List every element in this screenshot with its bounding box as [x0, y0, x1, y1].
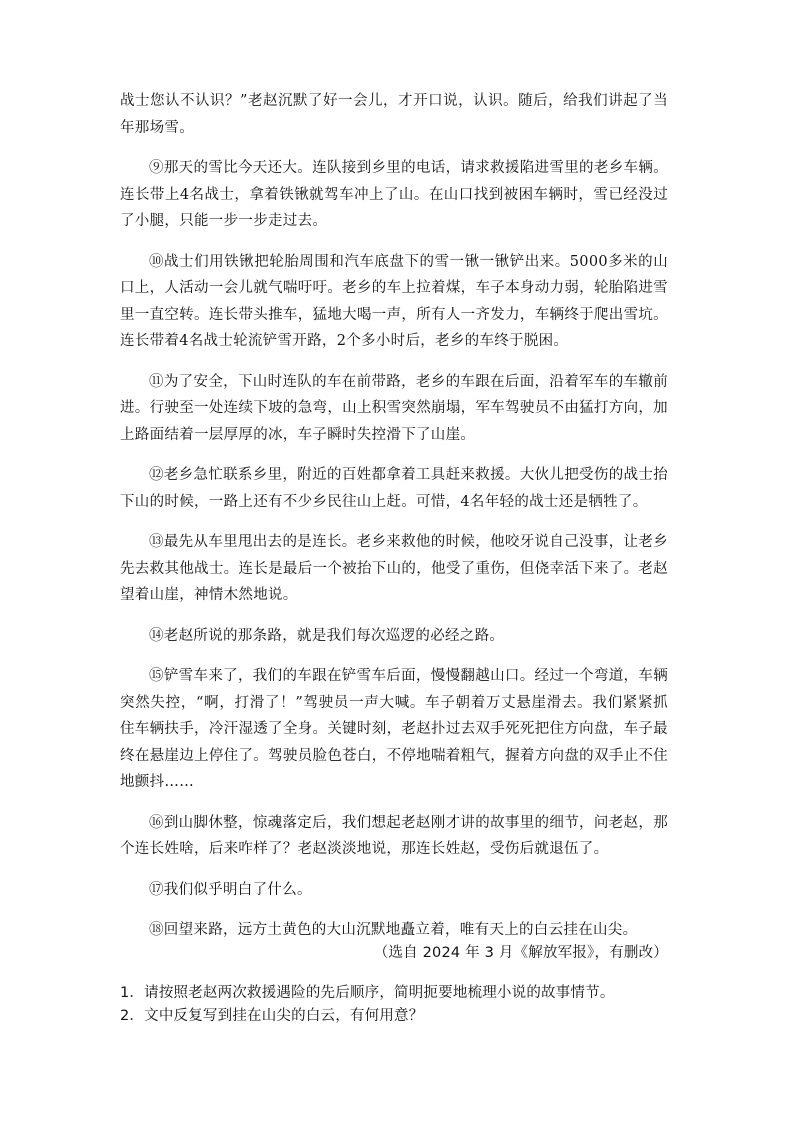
paragraph-12: ⑫老乡急忙联系乡里，附近的百姓都拿着工具赶来救援。大伙儿把受伤的战士抬下山的时候，一路上还有不少乡民往山上赶。可惜，4名年轻的战士还是牺牲了。 — [120, 467, 668, 510]
question-list — [120, 982, 680, 1028]
paragraph-continued: 战士您认不认识？”老赵沉默了好一会儿，才开口说，认识。随后，给我们讲起了当年那场雪。 — [120, 93, 668, 136]
paragraph-15: ⑮铲雪车来了，我们的车跟在铲雪车后面，慢慢翻越山口。经过一个弯道，车辆突然失控，“啊，打滑了！”驾驶员一声大喊。车子朝着万丈悬崖滑去。我们紧紧抓住车辆扶手，冷汗湿透了全身。关键时刻，老赵扑过去双手死死把住方向盘，车子最终在悬崖边上停住了。驾驶员脸色苍白，不停地喘着粗气，握着方向盘的双手止不住地颤抖…… — [120, 668, 668, 790]
paragraph-16: ⑯到山脚休整，惊魂落定后，我们想起老赵刚才讲的故事里的细节，问老赵，那个连长姓啥，后来咋样了？老赵淡淡地说，那连长姓赵，受伤后就退伍了。 — [120, 814, 668, 857]
paragraph-9: ⑨那天的雪比今天还大。连队接到乡里的电话，请求救援陷进雪里的老乡车辆。连长带上4名战士，拿着铁锹就驾车冲上了山。在山口找到被困车辆时，雪已经没过了小腿，只能一步一步走过去。 — [120, 160, 668, 229]
paragraph-18: ⑱回望来路，远方土黄色的大山沉默地矗立着，唯有天上的白云挂在山尖。 — [149, 922, 638, 938]
question-1: 1．请按照老赵两次救援遇险的先后顺序，简明扼要地梳理小说的故事情节。 — [120, 985, 615, 1001]
article-body — [120, 88, 668, 958]
paragraph-17: ⑰我们似乎明白了什么。 — [149, 881, 312, 898]
source-citation: （选自 2024 年 3 月《解放军报》，有删改） — [373, 945, 668, 961]
paragraph-13: ⑬最先从车里甩出去的是连长。老乡来救他的时候，他咬牙说自己没事，让老乡先去救其他战士。连长是最后一个被抬下山的，他受了重伤，但侥幸活下来了。老赵望着山崖，神情木然地说。 — [120, 534, 668, 603]
paragraph-10: ⑩战士们用铁锹把轮胎周围和汽车底盘下的雪一锹一锹铲出来。5000多米的山口上，人活动一会儿就气喘吁吁。老乡的车上拉着煤，车子本身动力弱，轮胎陷进雪里一直空转。连长带头推车，猛地大喝一声，所有人一齐发力，车辆终于爬出雪坑。连长带着4名战士轮流铲雪开路，2个多小时后，老乡的车终于脱困。 — [120, 253, 668, 349]
question-2: 2．文中反复写到挂在山尖的白云，有何用意？ — [120, 1008, 424, 1024]
paragraph-11: ⑪为了安全，下山时连队的车在前带路，老乡的车跟在后面，沿着军车的车辙前进。行驶至一处连续下坡的急弯，山上积雪突然崩塌，军车驾驶员不由猛打方向，加上路面结着一层厚厚的冰，车子瞬时失控滑下了山崖。 — [120, 373, 668, 443]
paragraph-14: ⑭老赵所说的那条路，就是我们每次巡逻的必经之路。 — [149, 627, 505, 644]
